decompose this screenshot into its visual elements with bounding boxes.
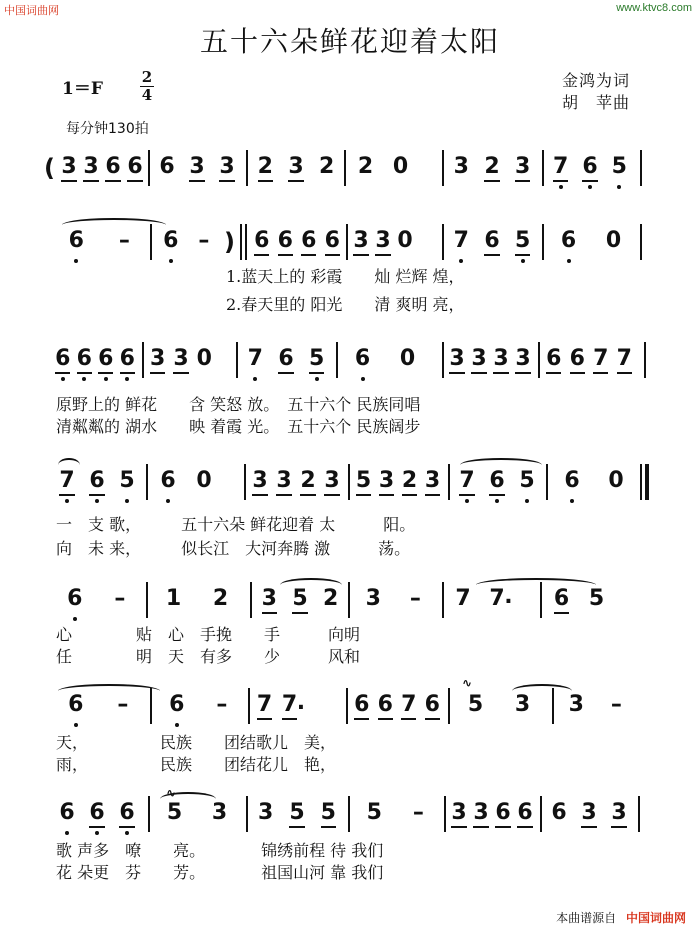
composer-credit: 胡 苹曲: [561, 93, 630, 112]
barline: [644, 342, 646, 378]
measure: 6 6 6 6: [55, 346, 135, 371]
measure: 6 0: [354, 346, 416, 371]
staff-row-4: [0, 458, 700, 502]
lyrics-row3-verse2: 清粼粼的 湖水 映 着霞 光。 五十六个 民族阔步: [56, 417, 421, 436]
lyrics-row5-verse2: 任 明 天 有多 少 风和: [56, 647, 361, 666]
mordent-icon: ∿: [462, 676, 473, 690]
lyrics-row4-verse1: 一 支 歌， 五十六朵 鲜花迎着 太 阳。: [56, 515, 416, 534]
measure: 3 5 5: [258, 800, 336, 825]
measure: 7 . 7: [446, 584, 514, 614]
barline: [540, 582, 542, 618]
staff-row-5: [0, 576, 700, 620]
measure: 6 6 6: [59, 800, 135, 825]
barline: [542, 150, 544, 186]
lyrics-row6-verse1: 天， 民族 团结歌儿 美，: [56, 733, 337, 752]
lyrics-row4-verse2: 向 未 来， 似长江 大河奔腾 激 荡。: [56, 539, 411, 558]
barline: [638, 796, 640, 832]
barline: [244, 464, 246, 500]
staff-row-2: [0, 218, 700, 262]
barline: [346, 688, 348, 724]
lyrics-row7-verse1: 歌 声多 嘹 亮。 锦绣前程 待 我们: [56, 841, 384, 860]
measure: 5 3 2 3: [355, 468, 441, 493]
barline: [250, 582, 252, 618]
measure: 6 3 3: [551, 800, 627, 825]
measure: 3 3 0: [353, 228, 413, 253]
measure: 3 5 2: [261, 586, 339, 611]
footer: [556, 909, 686, 926]
measure: 6 3 3: [159, 154, 235, 179]
measure: 6 0: [160, 468, 212, 493]
barline: [248, 688, 250, 724]
barline: [148, 796, 150, 832]
barline: [442, 342, 444, 378]
barline: [442, 582, 444, 618]
footer-source: 本曲谱源自: [556, 911, 617, 925]
barline: [246, 796, 248, 832]
measure: 3 3 2 3: [252, 468, 340, 493]
measure: 6 0: [564, 468, 624, 493]
barline: [246, 150, 248, 186]
repeat-paren-open: (: [44, 154, 55, 182]
barline: [240, 224, 242, 260]
measure: 3 –: [365, 586, 421, 611]
measure: 6 –: [68, 692, 129, 717]
watermark-right: www.ktvc8.com: [616, 2, 692, 14]
measure: 7 6 5: [453, 228, 531, 253]
measure: 5 3: [166, 800, 228, 825]
measure: 3 3 6 6: [61, 154, 143, 179]
measure: 2 3 2: [257, 154, 335, 179]
key-signature: 1＝F: [62, 79, 103, 99]
measure: 6 –: [67, 586, 126, 611]
measure: 6 6 7 7: [546, 346, 632, 371]
lyrics-row5-verse1: 心 贴 心 手挽 手 向明: [56, 625, 361, 644]
barline: [640, 464, 642, 500]
repeat-paren-close: ): [224, 228, 235, 256]
time-sig-bottom: 4: [141, 86, 153, 104]
time-signature: [140, 70, 154, 103]
measure: 7 6 5: [459, 468, 535, 493]
barline: [148, 150, 150, 186]
measure: 7 . 7: [252, 690, 302, 720]
barline: [150, 224, 152, 260]
barline: [448, 464, 450, 500]
song-title: 五十六朵鲜花迎着太阳: [199, 25, 500, 58]
barline: [344, 150, 346, 186]
barline: [150, 688, 152, 724]
measure: 6 –: [163, 228, 210, 253]
barline: [348, 796, 350, 832]
barline: [348, 464, 350, 500]
measure: 7 6 5: [553, 154, 627, 179]
measure: 5 3: [467, 692, 531, 717]
measure: 3 3 0: [150, 346, 212, 371]
measure: 1 2: [165, 586, 229, 611]
staff-row-1: [0, 144, 700, 188]
watermark-left: 中国词曲网: [4, 4, 59, 17]
barline: [444, 796, 446, 832]
staff-row-3: [0, 336, 700, 380]
barline: [346, 224, 348, 260]
measure: 3 3 3 3: [449, 346, 531, 371]
lyrics-row3-verse1: 原野上的 鲜花 含 笑怒 放。 五十六个 民族同唱: [56, 395, 421, 414]
barline: [442, 150, 444, 186]
barline: [348, 582, 350, 618]
barline: [236, 342, 238, 378]
measure: 3 –: [568, 692, 622, 717]
measure: 6 –: [169, 692, 228, 717]
measure: 6 5: [553, 586, 605, 611]
measure: 6 0: [560, 228, 622, 253]
lyrics-row7-verse2: 花 朵更 芬 芳。 祖国山河 靠 我们: [56, 863, 384, 882]
measure: 3 2 3: [453, 154, 531, 179]
barline: [146, 464, 148, 500]
barline: [552, 688, 554, 724]
barline: [448, 688, 450, 724]
staff-row-7: [0, 786, 700, 834]
barline: [640, 150, 642, 186]
measure: 6 6 6 6: [254, 228, 340, 253]
barline: [542, 224, 544, 260]
barline: [640, 224, 642, 260]
measure: 6 –: [68, 228, 130, 253]
measure: 7 6 5: [59, 468, 135, 493]
barline: [540, 796, 542, 832]
barline: [142, 342, 144, 378]
mordent-icon: ∿: [166, 786, 177, 800]
measure: 6 6 7 6: [354, 692, 440, 717]
measure: 7 6 5: [247, 346, 325, 371]
barline-final: [645, 464, 649, 500]
barline: [336, 342, 338, 378]
barline: [245, 224, 247, 260]
lyrics-row2-verse1: 1.蓝天上的 彩霞 灿 烂辉 煌，: [226, 267, 465, 286]
barline: [146, 582, 148, 618]
measure: 2 0: [357, 154, 409, 179]
lyrics-row2-verse2: 2.春天里的 阳光 清 爽明 亮，: [226, 295, 465, 314]
time-sig-top: 2: [141, 68, 153, 86]
staff-row-6: [0, 676, 700, 726]
barline: [538, 342, 540, 378]
lyricist-credit: 金鸿为词: [561, 71, 630, 90]
lyrics-row6-verse2: 雨， 民族 团结花儿 艳，: [56, 755, 337, 774]
footer-brand: 中国词曲网: [625, 911, 686, 925]
measure: 3 3 6 6: [451, 800, 533, 825]
tempo-marking: 每分钟130拍: [66, 121, 149, 137]
barline: [546, 464, 548, 500]
measure: 5 –: [366, 800, 424, 825]
barline: [442, 224, 444, 260]
